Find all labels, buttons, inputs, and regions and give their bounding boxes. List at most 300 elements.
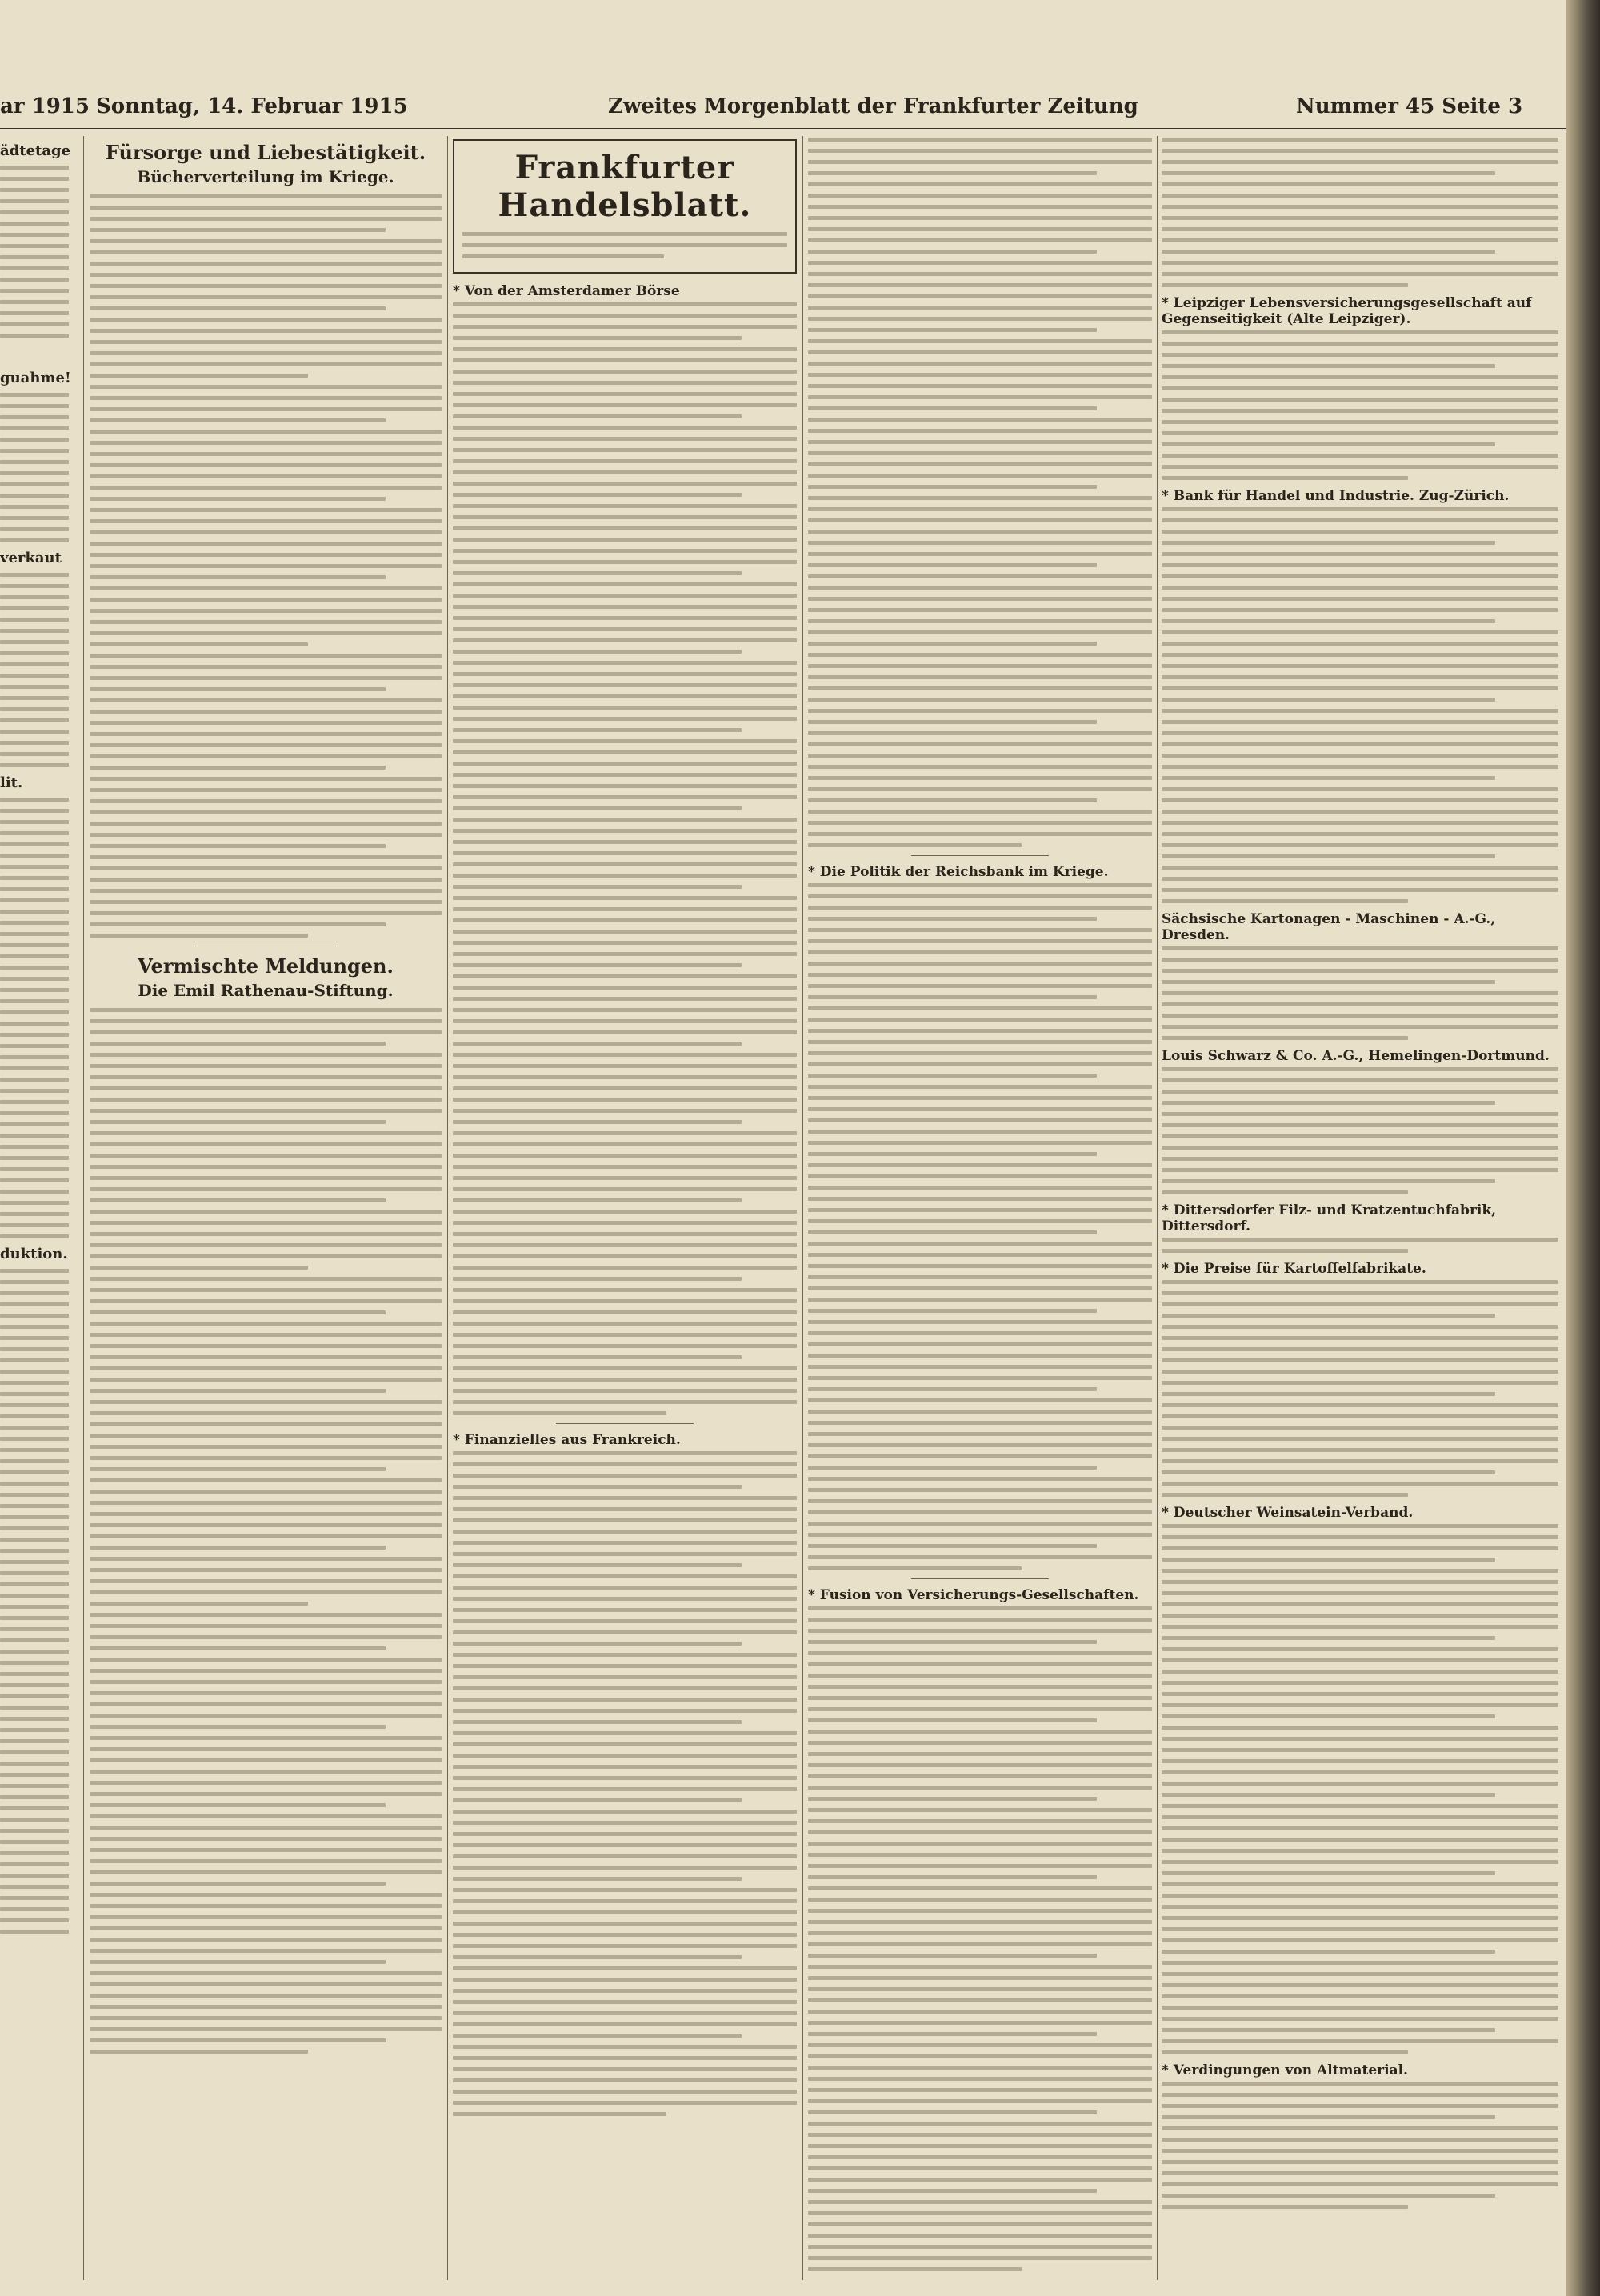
text-line [1162,2104,1558,2108]
header-date: Sonntag, 14. Februar 1915 [96,94,408,118]
text-line [453,1810,797,1814]
text-line [1162,1714,1495,1718]
text-line [808,608,1152,612]
text-line [808,1875,1097,1879]
text-line [808,1942,1152,1946]
text-line [90,530,442,534]
text-line [808,1331,1152,1335]
text-line [453,403,797,407]
text-line [808,2267,1022,2271]
text-line [0,278,69,282]
text-line [0,188,69,192]
text-line [1162,1190,1408,1194]
text-line [453,1154,797,1158]
text-line [1162,1146,1558,1150]
article-body [808,1606,1152,2271]
text-line [808,1707,1152,1711]
text-line [0,1145,69,1149]
text-line [0,322,69,326]
text-line [1162,1370,1558,1374]
text-line [0,438,69,442]
text-line [453,1686,797,1690]
text-line [0,876,69,880]
text-line [90,273,442,277]
text-line [808,1376,1152,1380]
text-line [90,542,442,546]
text-line [0,266,69,270]
text-line [808,1499,1152,1503]
text-line [1162,832,1558,836]
text-line [1162,1179,1495,1183]
text-line [1162,1580,1558,1584]
text-line [808,995,1097,999]
article-heading: Sächsische Kartonagen - Maschinen - A.-G., Dresden. [1162,911,1496,943]
text-line [90,2005,442,2009]
text-line [90,385,442,389]
text-line [0,1728,69,1732]
text-line [453,1266,797,1270]
text-line [453,1574,797,1578]
text-line [90,1030,442,1034]
text-line [0,1201,69,1205]
text-line [1162,2006,1558,2010]
text-line [1162,507,1558,511]
text-line [808,138,1152,142]
text-line [808,1718,1097,1722]
text-line [90,687,386,691]
text-line [453,1232,797,1236]
text-line [453,571,742,575]
text-line [1162,720,1558,724]
text-line [453,1019,797,1023]
text-line [808,1275,1152,1279]
text-line [1162,386,1558,390]
text-line [808,1819,1152,1823]
text-line [90,1254,442,1258]
text-line [0,1066,69,1070]
text-line [453,314,797,318]
text-line [1162,1238,1558,1242]
text-line [0,921,69,925]
text-line [0,662,69,666]
article-heading: * Dittersdorfer Filz- und Kratzentuchfabrik, Dittersdorf. [1162,1202,1497,1234]
text-line [1162,1067,1558,1071]
text-line [90,1478,442,1482]
text-line [808,283,1152,287]
text-line [1162,1569,1558,1573]
separator [911,1578,1049,1579]
text-line [453,739,797,743]
text-line [808,574,1152,578]
text-line [453,2000,797,2004]
text-line [808,1685,1152,1689]
strip-fragment: ädtetage [0,142,71,159]
text-line [90,1826,442,1830]
text-line [453,706,797,710]
text-line [1162,250,1495,254]
text-line [0,1896,69,1900]
text-line [1162,709,1558,713]
text-line [453,1355,742,1359]
text-line [1162,675,1558,679]
text-line [453,1322,797,1326]
text-line [453,795,797,799]
text-line [808,194,1152,198]
text-line [0,1795,69,1799]
text-line [1162,1759,1558,1763]
text-line [1162,787,1558,791]
text-line [808,563,1097,567]
text-line [453,694,797,698]
text-line [0,1829,69,1833]
text-line [1162,698,1495,702]
text-line [808,2088,1152,2092]
text-line [808,973,1152,977]
text-line [90,1120,386,1124]
text-line [808,821,1152,825]
text-line [0,494,69,498]
text-line [90,665,442,669]
text-line [453,370,797,374]
text-line [0,1381,69,1385]
text-line [1162,1437,1558,1441]
text-line [90,1266,308,1270]
text-line [453,963,742,967]
text-line [1162,238,1558,242]
text-line [0,1212,69,1216]
column-rule [447,136,448,2280]
text-line [0,538,69,542]
text-line [90,799,442,803]
text-line [453,1198,742,1202]
text-line [808,182,1152,186]
text-line [90,1882,386,1886]
text-line [0,1874,69,1878]
text-line [90,1378,442,1382]
text-block [0,1269,77,1934]
text-line [1162,1392,1495,1396]
text-line [0,1448,69,1452]
text-line [90,362,442,366]
text-line [90,1512,442,1516]
text-line [0,898,69,902]
text-line [0,1784,69,1788]
text-line [808,1387,1097,1391]
text-line [0,1773,69,1777]
text-line [0,1033,69,1037]
article-body [453,1451,797,2116]
text-line [1162,1112,1558,1116]
text-line [1162,171,1495,175]
text-line [1162,2182,1558,2186]
text-line [453,426,797,430]
text-line [1162,2126,1558,2130]
text-line [453,997,797,1001]
text-line [453,1765,797,1769]
text-line [0,1616,69,1620]
text-line [808,440,1152,444]
text-line [1162,1090,1558,1094]
text-line [90,598,442,602]
text-line [453,862,797,866]
text-line [1162,353,1558,357]
text-line [90,609,442,613]
header-page-number: Nummer 45 Seite 3 [1296,94,1523,118]
text-line [0,1571,69,1575]
text-line [0,1549,69,1553]
text-line [90,474,442,478]
text-line [453,1910,797,1914]
text-line [453,1187,797,1191]
text-line [1162,946,1558,950]
text-line [808,1510,1152,1514]
text-line [453,1821,797,1825]
text-line [1162,1535,1558,1539]
text-line [808,2211,1152,2215]
text-line [1162,1994,1558,1998]
text-line [0,334,69,338]
text-line [90,1837,442,1841]
text-line [808,1398,1152,1402]
text-line [808,418,1152,422]
text-line [1162,1302,1558,1306]
text-line [808,883,1152,887]
text-line [453,2034,742,2038]
section-title: Fürsorge und Liebestätigkeit. [105,141,426,164]
text-line [808,950,1152,954]
text-line [453,1507,797,1511]
text-line [0,1538,69,1542]
text-line [90,2016,442,2020]
text-line [808,306,1152,310]
strip-fragment: lit. [0,774,23,791]
text-line [0,505,69,509]
text-line [808,917,1097,921]
text-line [90,239,442,243]
text-line [808,1018,1152,1022]
text-line [453,1597,797,1601]
text-line [0,1437,69,1441]
text-line [808,2222,1152,2226]
text-line [1162,1748,1558,1752]
text-line [808,2178,1152,2182]
text-line [453,1899,797,1903]
text-line [453,1310,797,1314]
text-line [808,642,1097,646]
text-line [0,1605,69,1609]
text-line [453,1944,797,1948]
text-line [1162,1838,1558,1842]
text-line [1162,1078,1558,1082]
text-line [808,787,1152,791]
text-line [808,2021,1152,2025]
text-line [90,631,442,635]
text-line [90,508,442,512]
text-line [808,1864,1152,1868]
text-line [90,911,442,915]
text-line [1162,1950,1495,1954]
text-line [808,406,1097,410]
text-line [1162,969,1558,973]
text-line [808,1253,1152,1257]
text-line [453,1098,797,1102]
text-line [808,1954,1097,1958]
text-line [1162,586,1558,590]
text-line [808,1163,1152,1167]
text-line [1162,364,1495,368]
text-line [808,2122,1152,2126]
text-line [90,430,442,434]
text-line [453,1619,797,1623]
text-line [808,1432,1152,1436]
text-line [0,1750,69,1754]
text-line [0,1358,69,1362]
text-line [90,1355,442,1359]
text-line [808,619,1152,623]
text-line [808,1219,1152,1223]
text-line [453,1843,797,1847]
text-line [808,496,1152,500]
text-line [90,1467,386,1471]
text-line [453,1541,797,1545]
text-line [1162,1482,1558,1486]
article-heading: * Die Preise für Kartoffelfabrikate. [1162,1261,1426,1277]
text-line [808,765,1152,769]
text-line [0,798,69,802]
text-line [90,1176,442,1180]
text-line [90,497,386,501]
text-line [453,1400,797,1404]
text-line [453,1989,797,1993]
text-line [808,2144,1152,2148]
text-line [90,2038,386,2042]
text-line [808,1741,1152,1745]
text-line [453,683,797,687]
text-line [90,788,442,792]
text-line [90,2027,442,2031]
text-line [453,874,797,878]
text-line [90,1635,442,1639]
text-line [0,674,69,678]
text-line [0,752,69,756]
text-line [453,918,797,922]
text-line [453,762,797,766]
text-line [453,1518,797,1522]
text-line [1162,1314,1495,1318]
text-line [1162,1972,1558,1976]
text-line [0,584,69,588]
text-line [1162,1636,1495,1640]
text-line [453,773,797,777]
text-line [453,1120,742,1124]
text-line [0,1918,69,1922]
text-line [90,1456,442,1460]
text-line [453,2011,797,2015]
text-line [1162,843,1558,847]
text-line [453,392,797,396]
text-line [0,471,69,475]
article-heading: * Finanzielles aus Frankreich. [453,1432,681,1448]
text-line [453,941,797,945]
text-line [808,384,1152,388]
text-line [808,1477,1152,1481]
article-body [90,1008,442,1270]
text-line [90,1658,442,1662]
text-line [90,1557,442,1561]
text-line [1162,2093,1558,2097]
text-line [1162,454,1558,458]
text-line [808,1830,1152,1834]
text-line [1162,1658,1558,1662]
text-line [0,255,69,259]
text-line [808,1909,1152,1913]
text-line [1162,552,1558,556]
text-line [90,1198,386,1202]
text-line [0,393,69,397]
text-line [90,676,442,680]
text-line [808,294,1152,298]
text-line [1162,530,1558,534]
text-line [808,939,1152,943]
text-line [808,597,1152,601]
text-line [90,1019,442,1023]
text-line [808,2077,1152,2081]
text-line [90,844,386,848]
text-line [90,1758,442,1762]
text-line [0,1044,69,1048]
text-line [808,1062,1152,1066]
text-line [453,493,742,497]
text-line [0,1167,69,1171]
text-line [453,1966,797,1970]
text-line [453,1288,797,1292]
text-line [808,552,1152,556]
article-heading: * Fusion von Versicherungs-Gesellschaften. [808,1587,1139,1603]
text-line [1162,1849,1558,1853]
text-line [1162,2115,1495,2119]
text-line [1162,2082,1558,2086]
text-line [808,1853,1152,1857]
article-heading: * Leipziger Lebensversicherungsgesellschaft auf Gegenseitigkeit (Alte Leipziger). [1162,295,1532,327]
text-line [808,698,1152,702]
text-line [1162,765,1558,769]
text-line [808,1797,1097,1801]
text-line [453,2067,797,2071]
text-line [0,1055,69,1059]
text-line [453,2022,797,2026]
text-line [90,810,442,814]
text-line [0,1178,69,1182]
text-line [90,1949,442,1953]
text-line [1162,1493,1408,1497]
text-line [90,1277,442,1281]
text-line [453,1832,797,1836]
text-line [808,754,1152,758]
text-line [90,1926,442,1930]
text-line [90,721,442,725]
text-line [453,818,797,822]
text-line [1162,1815,1558,1819]
text-line [1162,899,1408,903]
text-block [0,166,77,338]
text-line [453,594,797,598]
text-line [0,1672,69,1676]
text-line [90,620,442,624]
text-line [0,1739,69,1743]
text-line [1162,1448,1558,1452]
text-line [0,999,69,1003]
text-line [1162,1938,1558,1942]
